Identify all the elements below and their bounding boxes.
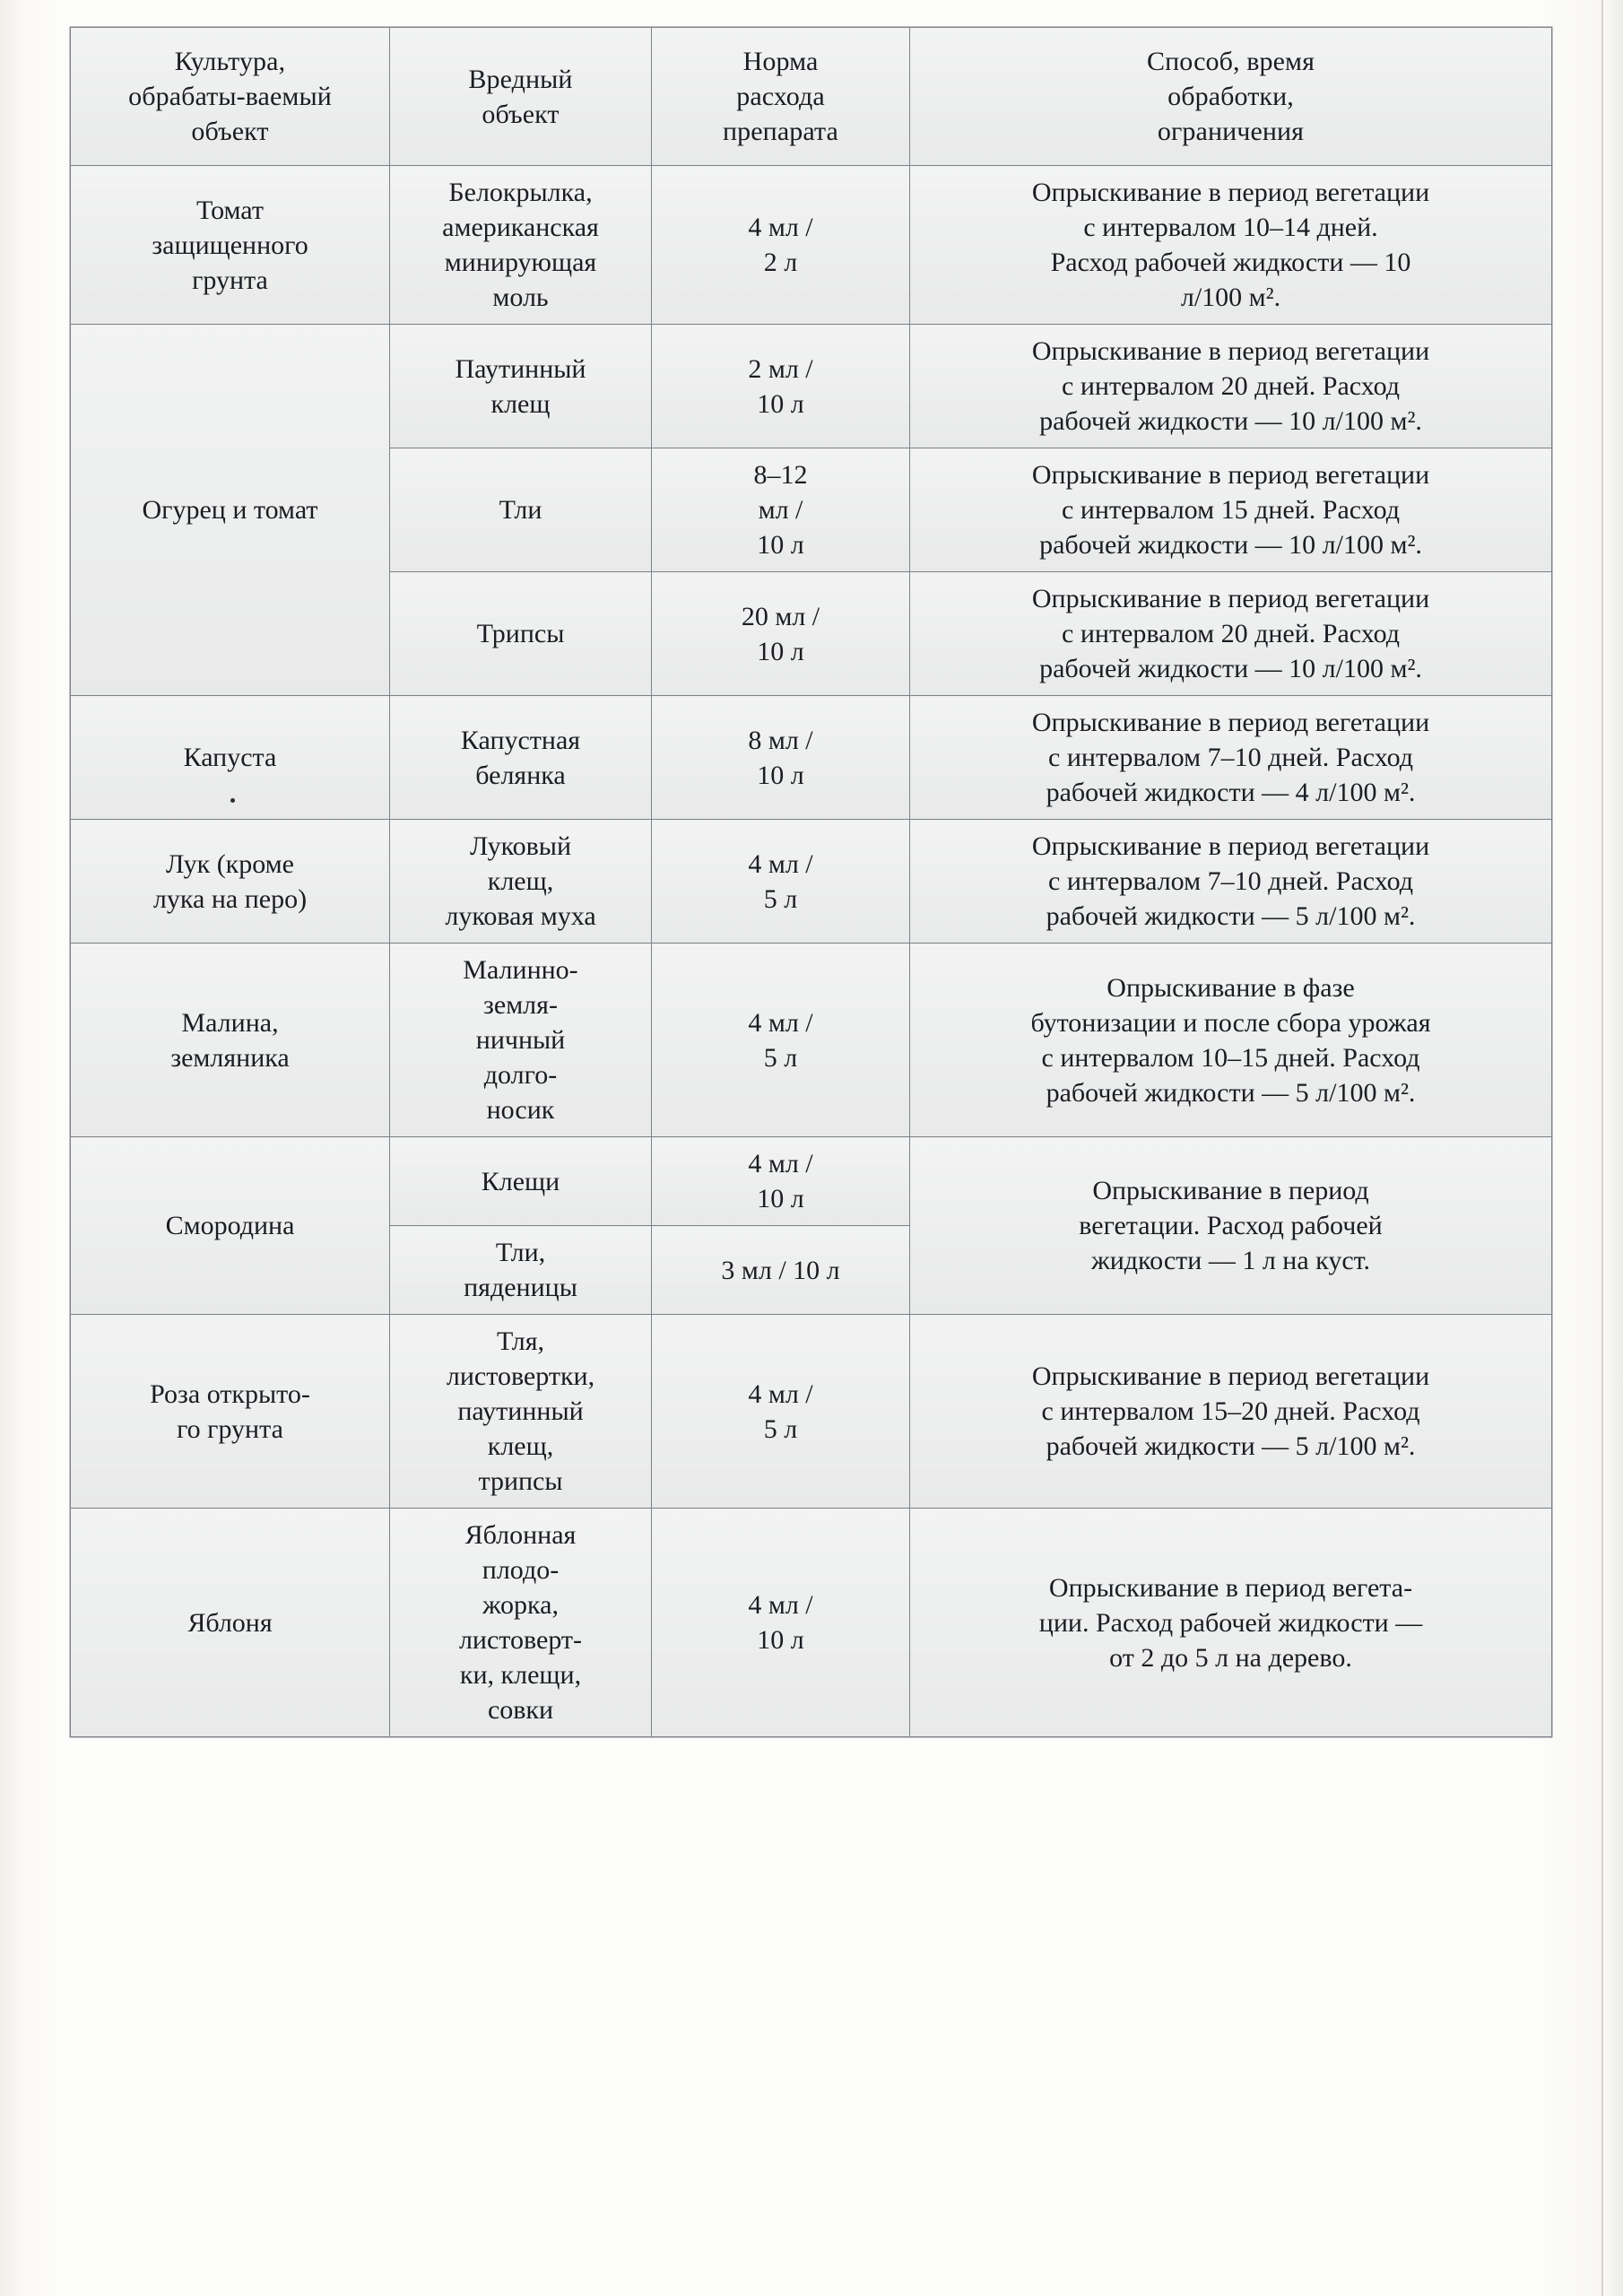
cell-line: Лук (кроме — [166, 848, 294, 879]
cell-pest — [390, 448, 652, 572]
cell-pest — [390, 572, 652, 696]
cell-line: с интервалом 10–14 дней. — [1083, 213, 1378, 242]
cell-line: вегетации. Расход рабочей — [1079, 1211, 1383, 1240]
cell-line: 4 мл / — [748, 1149, 813, 1178]
cell-line: земля- — [483, 990, 558, 1020]
cell-pest — [390, 696, 652, 820]
cell-line: американская — [442, 213, 599, 242]
cell-line: от 2 до 5 л на дерево. — [1109, 1642, 1352, 1673]
cell-line: клещ — [490, 388, 551, 419]
cell-line: ки, клещи, — [459, 1660, 582, 1690]
table-row — [71, 166, 1552, 325]
cell-line: клещ, — [487, 1431, 554, 1461]
cell-pest — [390, 820, 652, 944]
cell-line: с интервалом 15–20 дней. Расход — [1041, 1396, 1420, 1426]
cell-line: бутонизации и после сбора урожая — [1030, 1007, 1431, 1038]
cell-line: защищенного — [152, 230, 308, 260]
cell-line: совки — [487, 1695, 554, 1725]
cell-line: Расход рабочей жидкости — 10 — [1050, 248, 1411, 277]
cell-line: Трипсы — [476, 619, 565, 648]
cell-line: Опрыскивание в период вегетации — [1031, 708, 1430, 737]
header-line: обработки, — [1167, 82, 1294, 111]
cell-dose — [652, 1226, 910, 1315]
cell-crop — [71, 696, 390, 820]
cell-line: Капуста — [183, 743, 277, 772]
cell-line: 10 л — [757, 760, 804, 790]
cell-dose — [652, 166, 910, 325]
cell-line: Капустная — [460, 725, 581, 755]
cell-line: мл / — [758, 495, 803, 525]
cell-dose — [652, 1509, 910, 1737]
cell-line: Опрыскивание в период вегетации — [1031, 178, 1430, 207]
cell-line: листоверт- — [458, 1625, 583, 1655]
cell-line: лука на перо) — [152, 883, 308, 914]
cell-line: 10 л — [757, 1625, 804, 1655]
cell-line: Огурец и томат — [142, 495, 318, 525]
header-line: расхода — [736, 82, 825, 111]
cell-line: жорка, — [482, 1590, 559, 1620]
cell-line: Тли, — [495, 1238, 546, 1267]
cell-line: Опрыскивание в период вегетации — [1031, 584, 1430, 613]
header-line: ограничения — [1157, 117, 1305, 146]
cell-line: грунта — [192, 265, 268, 295]
cell-line: 8 мл / — [748, 725, 813, 755]
cell-line: рабочей жидкости — 5 л/100 м². — [1046, 1431, 1416, 1461]
cell-dose — [652, 820, 910, 944]
cell-line: 5 л — [763, 1042, 798, 1073]
header-line: Культура, — [174, 47, 286, 76]
header-line: обрабаты-ваемый — [128, 82, 332, 111]
cell-line: 10 л — [757, 530, 804, 560]
cell-line: 2 л — [763, 248, 798, 277]
cell-line: земляника — [170, 1042, 290, 1073]
cell-line: трипсы — [478, 1466, 563, 1496]
cell-line: 4 мл / — [748, 213, 813, 242]
cell-line: 4 мл / — [748, 1378, 813, 1409]
cell-line: плодо- — [482, 1555, 560, 1585]
cell-line: ничный — [475, 1025, 566, 1055]
cell-line: листовертки, — [446, 1361, 595, 1391]
cell-crop — [71, 1509, 390, 1737]
cell-line: Яблоня — [187, 1607, 273, 1638]
cell-line: Смородина — [165, 1211, 295, 1240]
cell-dose — [652, 448, 910, 572]
treatment-table — [70, 27, 1552, 1737]
cell-line: Опрыскивание в период вегета- — [1048, 1572, 1413, 1603]
cell-line: рабочей жидкости — 10 л/100 м². — [1039, 406, 1422, 436]
cell-dose — [652, 944, 910, 1137]
scan-right-edge — [1603, 0, 1623, 2296]
cell-line: Паутинный — [455, 353, 586, 384]
cell-line: носик — [486, 1095, 555, 1125]
header-line: объект — [482, 99, 560, 129]
table-header — [71, 28, 1552, 166]
cell-pest — [390, 944, 652, 1137]
cell-line: 5 л — [763, 1413, 798, 1444]
cell-line: рабочей жидкости — 5 л/100 м². — [1046, 901, 1416, 931]
cell-dose — [652, 696, 910, 820]
scan-left-edge — [0, 0, 23, 2296]
column-header-method — [910, 28, 1552, 166]
cell-method — [910, 166, 1552, 325]
cell-pest — [390, 1509, 652, 1737]
cell-line: 4 мл / — [748, 848, 813, 879]
cell-pest — [390, 166, 652, 325]
cell-pest — [390, 1226, 652, 1315]
table-row — [71, 944, 1552, 1137]
cell-line: с интервалом 15 дней. Расход — [1062, 495, 1400, 525]
cell-line: 4 мл / — [748, 1590, 813, 1620]
column-header-crop — [71, 28, 390, 166]
cell-line: с интервалом 20 дней. Расход — [1062, 619, 1400, 648]
cell-method — [910, 696, 1552, 820]
cell-pest — [390, 1137, 652, 1226]
cell-crop — [71, 944, 390, 1137]
table-row — [71, 820, 1552, 944]
cell-line: Тля, — [496, 1326, 545, 1356]
cell-line: 8–12 — [753, 460, 808, 490]
table-row — [71, 696, 1552, 820]
cell-line: пяденицы — [464, 1273, 577, 1302]
cell-line: Малина, — [181, 1007, 279, 1038]
cell-crop — [71, 1137, 390, 1315]
header-line: Вредный — [468, 64, 573, 94]
table-row — [71, 1137, 1552, 1226]
header-line: объект — [191, 117, 269, 146]
cell-line: луковая муха — [445, 901, 596, 931]
cell-line: жидкости — 1 л на куст. — [1091, 1246, 1370, 1275]
header-line: Норма — [742, 47, 819, 76]
cell-line: Клещи — [481, 1166, 560, 1196]
cell-line: долго- — [483, 1060, 558, 1090]
cell-method — [910, 572, 1552, 696]
column-header-pest — [390, 28, 652, 166]
cell-method — [910, 944, 1552, 1137]
cell-line: Малинно- — [463, 955, 578, 985]
cell-line: Опрыскивание в период вегетации — [1031, 831, 1430, 861]
cell-line: 4 мл / — [748, 1007, 813, 1038]
cell-method — [910, 448, 1552, 572]
cell-line: минирующая — [444, 248, 597, 277]
cell-dose — [652, 1137, 910, 1226]
cell-line: 10 л — [757, 1184, 804, 1213]
cell-method — [910, 1509, 1552, 1737]
scan-right-rule — [1601, 0, 1603, 2296]
cell-line: 10 л — [757, 388, 804, 419]
cell-line: паутинный — [457, 1396, 584, 1426]
cell-pest — [390, 325, 652, 448]
treatment-table-container — [70, 27, 1551, 1737]
cell-crop — [71, 325, 390, 696]
cell-line: 2 мл / — [748, 353, 813, 384]
cell-line: рабочей жидкости — 10 л/100 м². — [1039, 654, 1422, 683]
cell-dose — [652, 325, 910, 448]
cell-crop — [71, 820, 390, 944]
cell-line: рабочей жидкости — 4 л/100 м². — [1046, 778, 1416, 807]
cell-pest — [390, 1315, 652, 1509]
cell-line: Роза открыто- — [150, 1378, 310, 1409]
cell-line: Опрыскивание в фазе — [1107, 972, 1355, 1003]
table-row — [71, 325, 1552, 448]
cell-line: го грунта — [177, 1413, 283, 1444]
cell-dose — [652, 572, 910, 696]
cell-line: Яблонная — [464, 1520, 577, 1550]
cell-line: белянка — [475, 760, 566, 790]
cell-line: Опрыскивание в период вегетации — [1031, 460, 1430, 490]
cell-line: с интервалом 20 дней. Расход — [1062, 371, 1400, 401]
cell-line: с интервалом 10–15 дней. Расход — [1041, 1042, 1420, 1073]
cell-method — [910, 1137, 1552, 1315]
cell-line: рабочей жидкости — 10 л/100 м². — [1039, 530, 1422, 560]
table-body — [71, 166, 1552, 1737]
cell-line: с интервалом 7–10 дней. Расход — [1048, 743, 1413, 772]
cell-line: Луковый — [469, 831, 572, 861]
header-row — [71, 28, 1552, 166]
table-row — [71, 1315, 1552, 1509]
cell-line: Опрыскивание в период вегетации — [1031, 1361, 1430, 1391]
table-row — [71, 1509, 1552, 1737]
cell-dose — [652, 1315, 910, 1509]
cell-line: Тли — [499, 495, 542, 525]
cell-line: 20 мл / — [741, 601, 820, 631]
cell-line: Белокрылка, — [448, 178, 593, 207]
cell-line: моль — [492, 283, 549, 312]
cell-line: клещ, — [487, 866, 554, 896]
cell-crop — [71, 166, 390, 325]
cell-method — [910, 325, 1552, 448]
cell-line: 3 мл / 10 л — [721, 1255, 840, 1285]
cell-line: Томат — [196, 195, 264, 225]
cell-method — [910, 1315, 1552, 1509]
cell-line: с интервалом 7–10 дней. Расход — [1048, 866, 1413, 896]
header-line: препарата — [723, 117, 838, 146]
cell-line: ции. Расход рабочей жидкости — — [1038, 1607, 1423, 1638]
column-header-dose — [652, 28, 910, 166]
cell-crop — [71, 1315, 390, 1509]
cell-line: рабочей жидкости — 5 л/100 м². — [1046, 1077, 1416, 1108]
cell-line: Опрыскивание в период — [1092, 1176, 1369, 1205]
cell-line: л/100 м². — [1180, 283, 1281, 312]
cell-line: Опрыскивание в период вегетации — [1031, 336, 1430, 366]
cell-line: 10 л — [757, 636, 804, 666]
cell-line: 5 л — [763, 883, 798, 914]
cell-method — [910, 820, 1552, 944]
header-line: Способ, время — [1147, 47, 1315, 76]
